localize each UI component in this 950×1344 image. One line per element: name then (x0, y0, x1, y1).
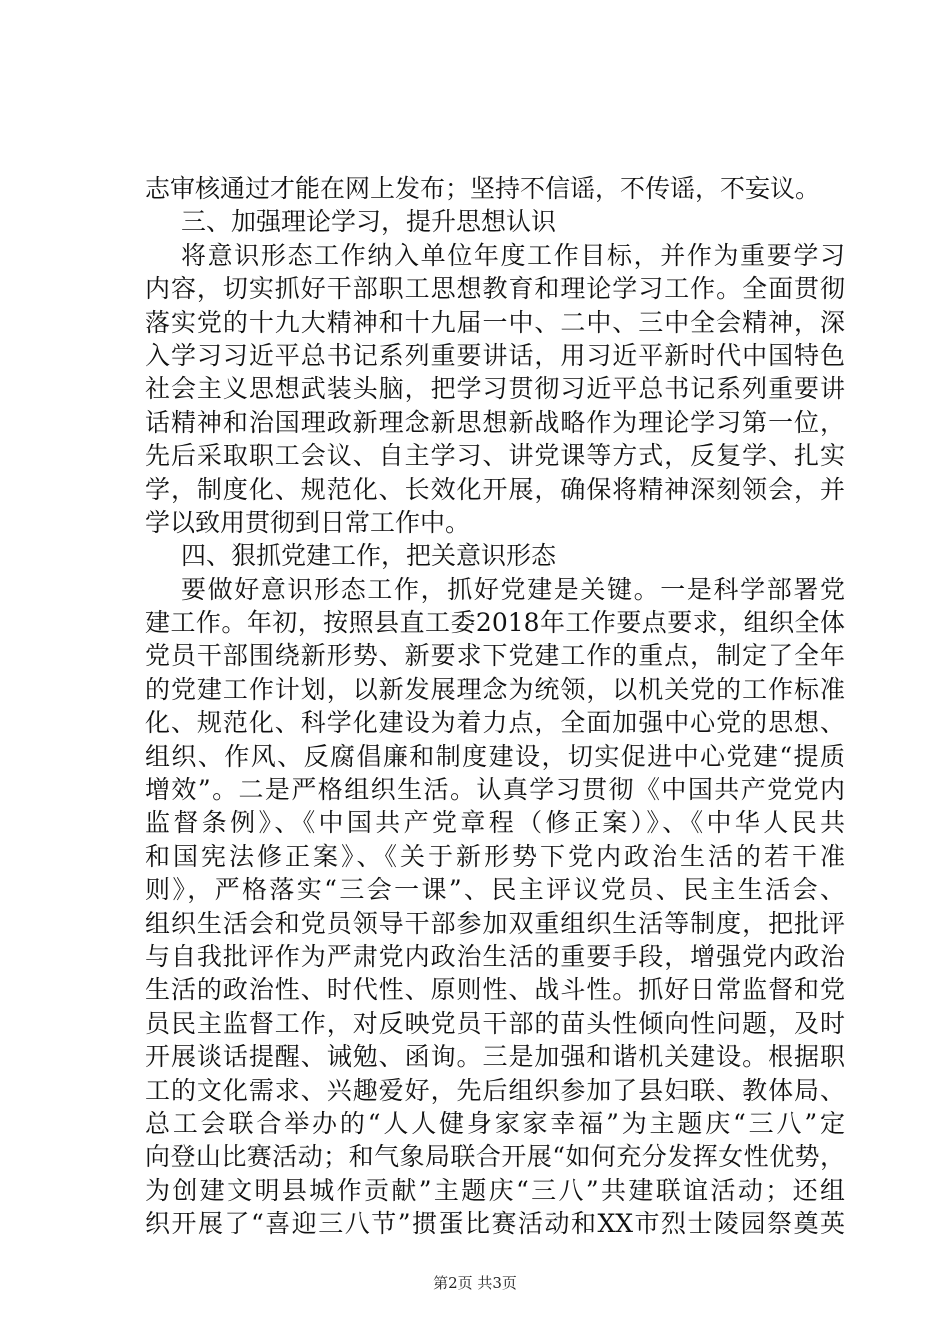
paragraph-line: 为创建文明县城作贡献”主题庆“三八”共建联谊活动；还组 (145, 1175, 845, 1205)
paragraph-line: 向登山比赛活动；和气象局联合开展“如何充分发挥女性优势， (145, 1142, 845, 1172)
page-footer: 第2页 共3页 (433, 1274, 517, 1292)
paragraph-line: 党员干部围绕新形势、新要求下党建工作的重点，制定了全年 (145, 641, 845, 671)
paragraph-line: 入学习习近平总书记系列重要讲话，用习近平新时代中国特色 (145, 340, 845, 370)
paragraph-line: 组织、作风、反腐倡廉和制度建设，切实促进中心党建“提质 (145, 741, 845, 771)
paragraph-line: 与自我批评作为严肃党内政治生活的重要手段，增强党内政治 (145, 941, 845, 971)
paragraph-line: 先后采取职工会议、自主学习、讲党课等方式，反复学、扎实 (145, 441, 845, 471)
paragraph-line: 将意识形态工作纳入单位年度工作目标，并作为重要学习 (181, 240, 845, 270)
paragraph-line: 内容，切实抓好干部职工思想教育和理论学习工作。全面贯彻 (145, 274, 845, 304)
paragraph-line: 话精神和治国理政新理念新思想新战略作为理论学习第一位， (145, 407, 845, 437)
paragraph-line: 织开展了“喜迎三八节”掼蛋比赛活动和XX市烈士陵园祭奠英 (145, 1209, 845, 1239)
paragraph-line: 生活的政治性、时代性、原则性、战斗性。抓好日常监督和党 (145, 975, 845, 1005)
paragraph-line: 学，制度化、规范化、长效化开展，确保将精神深刻领会，并 (145, 474, 845, 504)
paragraph-line: 工的文化需求、兴趣爱好，先后组织参加了县妇联、教体局、 (145, 1075, 845, 1105)
paragraph-line: 的党建工作计划，以新发展理念为统领，以机关党的工作标准 (145, 674, 845, 704)
paragraph-line: 员民主监督工作，对反映党员干部的苗头性倾向性问题，及时 (145, 1008, 845, 1038)
paragraph-line: 建工作。年初，按照县直工委2018年工作要点要求，组织全体 (145, 608, 845, 638)
paragraph-line: 学以致用贯彻到日常工作中。 (145, 507, 471, 537)
document-body (145, 172, 845, 1241)
paragraph-line: 增效”。二是严格组织生活。认真学习贯彻《中国共产党党内 (145, 775, 845, 805)
paragraph-line: 落实党的十九大精神和十九届一中、二中、三中全会精神，深 (145, 307, 845, 337)
paragraph-line: 监督条例》、《中国共产党章程（修正案）》、《中华人民共 (145, 808, 845, 838)
paragraph-line: 要做好意识形态工作，抓好党建是关键。一是科学部署党 (181, 574, 845, 604)
paragraph-line: 开展谈话提醒、诫勉、函询。三是加强和谐机关建设。根据职 (145, 1042, 845, 1072)
section-heading: 四、狠抓党建工作，把关意识形态 (181, 541, 557, 571)
paragraph-line: 化、规范化、科学化建设为着力点，全面加强中心党的思想、 (145, 708, 845, 738)
paragraph-line: 社会主义思想武装头脑，把学习贯彻习近平总书记系列重要讲 (145, 374, 845, 404)
section-heading: 三、加强理论学习，提升思想认识 (181, 207, 557, 237)
paragraph-line: 则》，严格落实“三会一课”、民主评议党员、民主生活会、 (145, 875, 845, 905)
paragraph-line: 总工会联合举办的“人人健身家家幸福”为主题庆“三八”定 (145, 1108, 845, 1138)
paragraph-line: 和国宪法修正案》、《关于新形势下党内政治生活的若干准 (145, 841, 845, 871)
paragraph-line: 组织生活会和党员领导干部参加双重组织生活等制度，把批评 (145, 908, 845, 938)
paragraph-line: 志审核通过才能在网上发布；坚持不信谣，不传谣，不妄议。 (145, 174, 821, 203)
